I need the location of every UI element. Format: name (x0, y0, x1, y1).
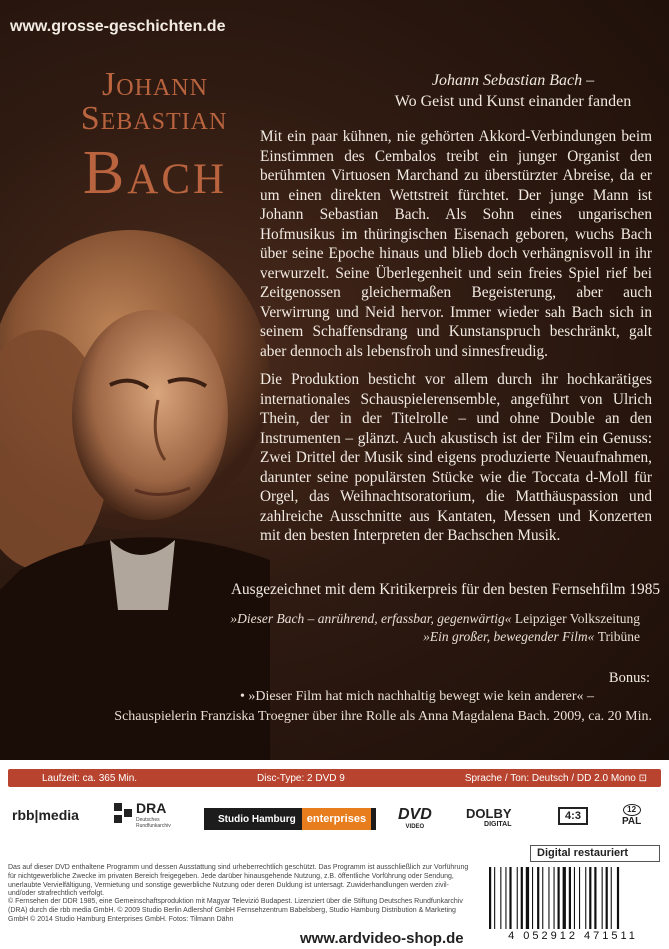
barcode-digits: 4 052912 471511 (508, 930, 638, 942)
info-bar (0, 760, 669, 949)
title-middle-name: Sebastian (80, 100, 228, 137)
enterprises-label: enterprises (302, 808, 371, 830)
subtitle-icon: ⊡ (638, 772, 647, 784)
bach-portrait-image (0, 210, 270, 760)
site-url: www.grosse-geschichten.de (10, 18, 226, 35)
language-spec: Sprache / Ton: Deutsch / DD 2.0 Mono ⊡ (464, 772, 647, 784)
rbb-media-logo: rbb|media (12, 807, 79, 823)
quote-source: Leipziger Volkszeitung (514, 611, 640, 626)
synopsis-paragraph-1: Mit ein paar kühnen, nie gehörten Akkord-Verbindungen beim Einstimmen des Cembalos treibt ein junger Organist den berühmten Virtuosen Marchand zu überstürzter Abreise, da er um einen direkten Wettstreit fürchtet. Der junge Mann ist Johann Sebastian Bach. Als Sohn eines ungarischen Hofmusikus im thüringischen Eisenach geboren, wuchs Bach über seine Epoche hinaus und blieb doch verhängnisvoll in ihr verwurzelt. Seine Überlegenheit und sein freies Spiel rief bei Zeitgenossen gleichermaßen Begeisterung, aber auch Verwirrung und Neid hervor. Immer wieder sah Bach sich in seinem Schaffensdrang und Kunstanspruch beschränkt, galt aber dennoch als lebensfroh und sinnesfreudig. (260, 128, 652, 360)
digital-restored-badge: Digital restauriert (530, 845, 660, 862)
bonus-line-1: • »Dieser Film hat mich nachhaltig bewegt wie kein anderer« – (240, 689, 595, 704)
heading-line2: Wo Geist und Kunst einander fanden (394, 93, 632, 110)
synopsis-paragraph-2: Die Produktion besticht vor allem durch ihr hochkarätiges internationales Schauspielerensemble, angeführt von Ulrich Thein, der in der Titelrolle – und ohne Double an den Instrumenten – glänzt. Auch akustisch ist der Film ein Genuss: Zwei Drittel der Musik sind eigens produzierte Neuaufnahmen, darunter seine populärsten Stücke wie die Toccata d-Moll für Orgel, das Weihnachtsoratorium, die Matthäuspassion und zahlreiche Ausschnitte aus Kantaten, Messen und Konzerten mit den besten Interpreten der Bachschen Musik. (260, 371, 652, 544)
studio-hamburg-logo: Studio Hamburg enterprises (204, 808, 376, 830)
heading-line1: Johann Sebastian Bach – (431, 72, 595, 89)
dvd-video-logo: DVD VIDEO (398, 806, 432, 830)
disc-spec: Disc-Type: 2 DVD 9 (257, 772, 345, 784)
title-first-name: Johann (102, 66, 208, 103)
title-last-name: Bach (82, 139, 228, 207)
heading (368, 70, 658, 112)
aspect-ratio-badge: 4:3 (558, 807, 588, 825)
dra-subtitle: Deutsches Rundfunkarchiv (136, 817, 171, 829)
legal-notice: Das auf dieser DVD enthaltene Programm und dessen Ausstattung sind urheberrechtlich geschützt. Das Programm ist ausschließlich zur Vorführung für nichtgewerbliche Zwecke im privaten Bereich freigegeben. Jede darüber hinausgehende Nutzung, z.B. öffentliche Vorführung oder Sendung, unerlaubte Vervielfältigung, Vermietung und sonstige gewerbliche Nutzung oder deren Duldung ist untersagt. Zuwiderhandlungen werden zivil- und/oder strafrechtlich verfolgt. (8, 864, 469, 898)
quote-text: »Dieser Bach – anrührend, erfassbar, gegenwärtig« (230, 611, 512, 626)
barcode (483, 867, 663, 929)
quote-text: »Ein großer, bewegender Film« (423, 629, 595, 644)
copyright-notice: © Fernsehen der DDR 1985, eine Gemeinschaftsproduktion mit Magyar Televizió Budapest. Lizenziert über die Stiftung Deutsches Rundfunkarchiv (DRA) durch die rbb media GmbH. © 2009 Studio Berlin Adlershof GmbH Fernsehzentrum Babelsberg, Studio Hamburg Distribution & Marketing GmbH © 2014 Studio Hamburg Enterprises GmbH. Fotos: Tilmann Dähn (8, 898, 463, 923)
runtime-spec: Laufzeit: ca. 365 Min. (42, 772, 138, 784)
dra-icon (112, 799, 134, 829)
dolby-digital-logo: DOLBY DIGITAL (466, 806, 512, 828)
award-line: Ausgezeichnet mit dem Kritikerpreis für den besten Fernsehfilm 1985 (230, 581, 660, 598)
dra-logo (112, 799, 172, 835)
quote-source: Tribüne (597, 629, 640, 644)
press-quote (160, 629, 640, 645)
bonus-line-2: Schauspielerin Franziska Troegner über ihre Rolle als Anna Magdalena Bach. 2009, ca. 20 Min. (114, 709, 652, 724)
press-quote (160, 611, 640, 627)
shop-url: www.ardvideo-shop.de (300, 930, 464, 947)
spec-strip (8, 769, 661, 787)
bonus-title: Bonus: (608, 670, 650, 686)
dra-word: DRA (136, 800, 167, 816)
region-pal-badge: 12 PAL (622, 805, 642, 827)
